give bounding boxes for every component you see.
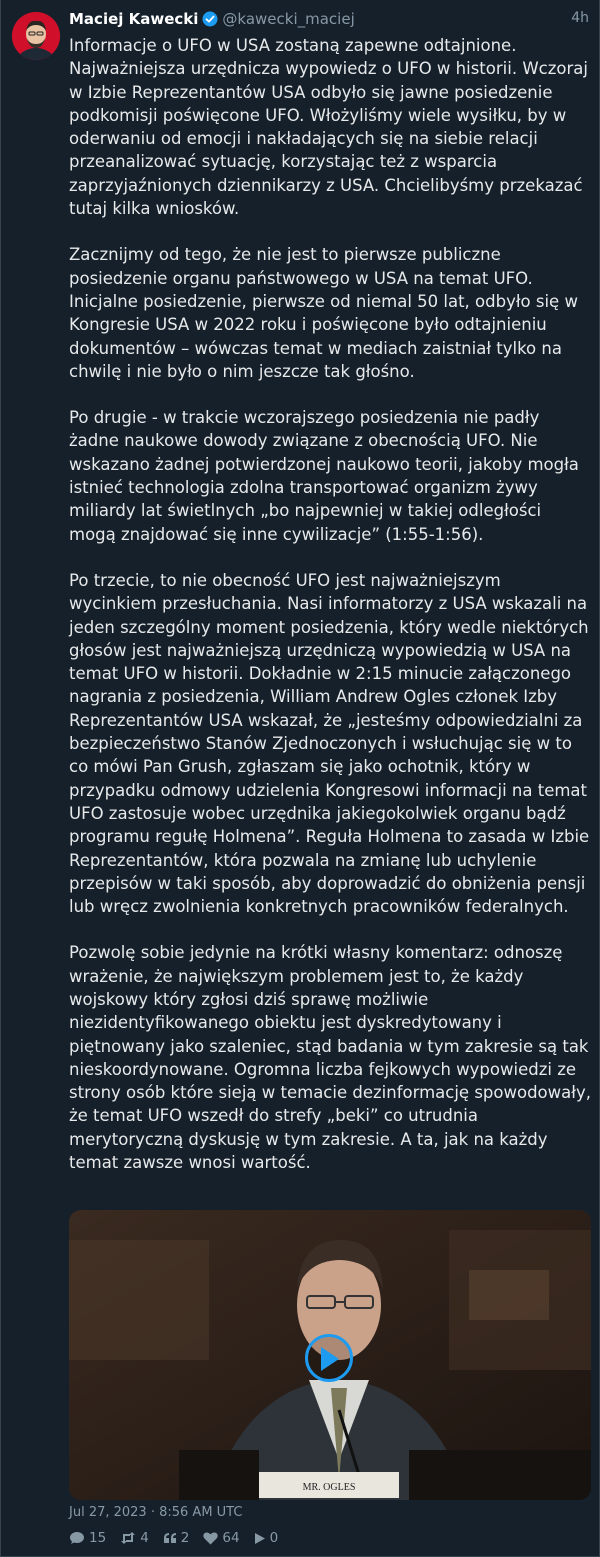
tweet-header (69, 10, 589, 32)
plays-stat[interactable] (254, 1530, 279, 1546)
heart-icon (203, 1532, 218, 1545)
paragraph: Zacznijmy od tego, że nie jest to pierwsze publiczne posiedzenie organu państwowego w USA na temat UFO. Inicjalne posiedzenie, pierwsze od niemal 50 lat, odbyło się w Kongresie USA w 2022 roku i poświęcone było odtajnieniu dokumentów – wówczas temat w mediach zaistniał tylko na chwilę i nie było o nim jeszcze tak głośno. (69, 245, 578, 381)
nameplate-text: MR. OGLES (302, 1482, 356, 1493)
replies-stat[interactable] (69, 1530, 106, 1546)
paragraph: Informacje o UFO w USA zostaną zapewne odtajnione. Najważniejsza urzędnicza wypowiedz o UFO w historii. Wczoraj w Izbie Reprezentantów USA odbyło się jawne posiedzenie podkomisji poświęcone UFO. Włożyliśmy wiele wysiłku, by w oderwaniu od emocji i nakładających się na siebie relacji przeanalizować sytuację, korzystając też z wsparcia zaprzyjaźnionych dziennikarzy z USA. Chcielibyśmy przekazać tutaj kilka wniosków. (69, 36, 588, 219)
replies-count: 15 (89, 1530, 107, 1546)
retweets-stat[interactable] (120, 1530, 149, 1546)
retweet-icon (120, 1531, 136, 1545)
verified-badge-icon (202, 11, 218, 31)
quotes-stat[interactable] (163, 1530, 190, 1546)
author-name[interactable]: Maciej Kawecki (69, 10, 199, 28)
play-button[interactable] (305, 1334, 353, 1382)
play-icon (319, 1346, 341, 1372)
paragraph: Pozwolę sobie jedynie na krótki własny komentarz: odnoszę wrażenie, że największym problemem jest to, że każdy wojskowy który zgłosi dziś sprawę możliwie niezidentyfikowanego obiektu jest dyskredytowany i piętnowany jako szaleniec, stąd badania w tym zakresie są tak nieskoordynowane. Ogromna liczba fejkowych wypowiedzi ze strony osób które sieją w temacie dezinformację spowodowały, że temat UFO wszedł do strefy „beki” co utrudnia merytoryczną dyskusję w tym zakresie. A ta, jak na każdy temat zawsze wnosi wartość. (69, 943, 591, 1173)
quote-icon (163, 1532, 177, 1544)
quotes-count: 2 (180, 1530, 190, 1546)
play-count-icon (254, 1532, 266, 1545)
paragraph: Po drugie - w trakcie wczorajszego posiedzenia nie padły żadne naukowe dowody związane z obecnością UFO. Nie wskazano żadnej potwierdzonej naukowo teorii, jakoby mogła istnieć technologia zdolna transportować organizm żywy miliardy lat świetlnych „bo najpewniej w takiej odległości mogą znajdować się inne cywilizacje” (1:55-1:56). (69, 408, 579, 544)
likes-stat[interactable] (203, 1530, 239, 1546)
tweet-text (69, 34, 591, 1197)
likes-count: 64 (222, 1530, 240, 1546)
tweet-stats (69, 1530, 278, 1546)
paragraph: Po trzecie, to nie obecność UFO jest najważniejszym wycinkiem przesłuchania. Nasi informatorzy z USA wskazali na jeden szczególny moment posiedzenia, który wedle niektórych głosów jest najważniejszą urzędniczą wypowiedzią w USA na temat UFO w historii. Dokładnie w 2:15 minucie załączonego nagrania z posiedzenia, William Andrew Ogles członek Izby Reprezentantów USA wskazał, że „jesteśmy odpowiedzialni za bezpieczeństwo Stanów Zjednoczonych i wsłuchując się w to co mówi Pan Grush, zgłaszam się jako ochotnik, który w przypadku odmowy udzielenia Kongresowi informacji na temat UFO zastosuje wobec urzędnika jakiegokolwiek organu bądź programu regułę Holmena”. Reguła Holmena to zasada w Izbie Reprezentantów, która pozwala na zmianę lub uchylenie przepisów w taki sposób, aby doprowadzić do obniżenia pensji lub wręcz zwolnienia konkretnych pracowników federalnych. (69, 570, 590, 917)
retweets-count: 4 (140, 1530, 149, 1546)
comment-icon (69, 1531, 85, 1545)
video-player[interactable] (69, 1210, 591, 1500)
tweet-timestamp[interactable]: Jul 27, 2023 · 8:56 AM UTC (69, 1505, 243, 1520)
avatar[interactable] (12, 12, 60, 60)
author-handle[interactable]: @kawecki_maciej (222, 10, 355, 28)
plays-count: 0 (269, 1530, 279, 1546)
tweet-time[interactable]: 4h (571, 10, 589, 26)
